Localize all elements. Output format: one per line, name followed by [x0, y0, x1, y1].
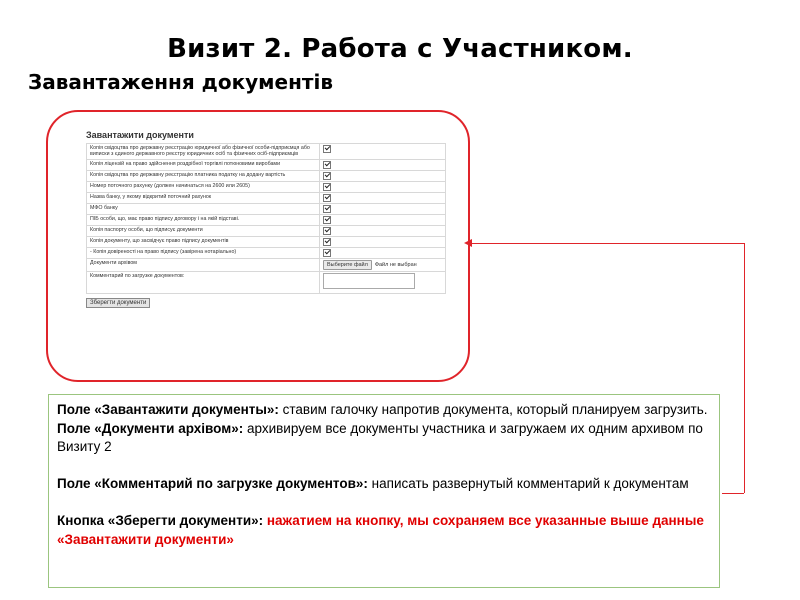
- document-row: [87, 247, 446, 258]
- document-label: Копія документу, що засвідчує право підпису документів: [87, 236, 320, 247]
- document-row: [87, 236, 446, 247]
- instruction-archive-label: Поле «Документи архівом»:: [57, 420, 244, 436]
- instruction-save-text: нажатием на кнопку, мы сохраняем все указанные выше данные «Завантажити документи»: [57, 513, 704, 547]
- archive-label: Документи архівом: [87, 258, 320, 271]
- instruction-archive: [57, 420, 711, 457]
- document-row: [87, 214, 446, 225]
- instruction-upload-text: ставим галочку напротив документа, который планируем загрузить.: [278, 402, 708, 417]
- document-checkbox[interactable]: [323, 249, 331, 257]
- document-checkbox[interactable]: [323, 172, 331, 180]
- comment-row: [87, 272, 446, 293]
- document-checkbox-cell: [320, 214, 446, 225]
- panel-heading: Завантажити документи: [86, 130, 194, 140]
- instructions-box: [48, 394, 720, 588]
- document-label: МФО банку: [87, 203, 320, 214]
- document-label: Копія свідоцтва про державну реєстрацію платника податку на додану вартість: [87, 170, 320, 181]
- comment-cell: [320, 272, 446, 293]
- document-checkbox[interactable]: [323, 205, 331, 213]
- document-row: [87, 181, 446, 192]
- document-checkbox-cell: [320, 225, 446, 236]
- document-label: Номер поточного рахунку (должен начинаться на 2600 или 2605): [87, 181, 320, 192]
- instruction-archive-text: архивируем все документы участника и загружаем их одним архивом по Визиту 2: [57, 420, 703, 454]
- archive-file-cell: [320, 258, 446, 271]
- documents-table: [86, 143, 446, 294]
- document-label: Копія свідоцтва про державну реєстрацію юридичної або фізичної особи-підприємця або виписки з єдиного державного реєстру юридичних осіб та фізичних осіб-підприємців: [87, 144, 320, 160]
- document-label: Назва банку, у якому відкритий поточний рахунок: [87, 192, 320, 203]
- document-row: [87, 159, 446, 170]
- comment-textarea[interactable]: [323, 273, 415, 289]
- instruction-save: [57, 512, 711, 549]
- slide-subtitle: Завантаження документів: [28, 70, 334, 94]
- document-checkbox-cell: [320, 181, 446, 192]
- document-row: [87, 170, 446, 181]
- document-checkbox-cell: [320, 170, 446, 181]
- document-label: Копія паспорту особи, що підписує документи: [87, 225, 320, 236]
- choose-file-button[interactable]: Выберите файл: [323, 260, 372, 270]
- arrow-head-icon: [464, 239, 472, 247]
- document-label: Копія ліцензій на право здійснення роздрібної торгівлі потюновими виробами: [87, 159, 320, 170]
- document-checkbox[interactable]: [323, 145, 331, 153]
- instruction-comment-label: Поле «Комментарий по загрузке документов»:: [57, 476, 368, 491]
- document-checkbox[interactable]: [323, 216, 331, 224]
- document-row: [87, 192, 446, 203]
- document-checkbox-cell: [320, 236, 446, 247]
- upload-documents-panel: [86, 130, 450, 308]
- document-checkbox[interactable]: [323, 161, 331, 169]
- document-checkbox[interactable]: [323, 238, 331, 246]
- connector-line-bottom: [722, 493, 744, 494]
- file-status: Файл не выбран: [374, 261, 417, 268]
- document-label: - Копія довіреності на право підпису (завірена нотаріально): [87, 247, 320, 258]
- document-checkbox-cell: [320, 192, 446, 203]
- document-label: ПІБ особи, що, має право підпису договору і на якій підставі.: [87, 214, 320, 225]
- document-checkbox-cell: [320, 203, 446, 214]
- instruction-upload-label: Поле «Завантажити документы»:: [57, 402, 279, 417]
- document-checkbox-cell: [320, 144, 446, 160]
- document-checkbox[interactable]: [323, 227, 331, 235]
- save-documents-button[interactable]: Зберегти документи: [86, 298, 150, 308]
- connector-line-horizontal: [470, 243, 744, 244]
- document-checkbox[interactable]: [323, 183, 331, 191]
- comment-label: Комментарий по загрузке документов:: [87, 272, 320, 293]
- instruction-comment: [57, 475, 711, 494]
- instruction-upload: [57, 401, 711, 420]
- document-checkbox[interactable]: [323, 194, 331, 202]
- document-row: [87, 144, 446, 160]
- instruction-comment-text: написать развернутый комментарий к документам: [367, 476, 689, 491]
- document-row: [87, 203, 446, 214]
- document-row: [87, 225, 446, 236]
- connector-line-vertical: [744, 243, 745, 493]
- instruction-save-label: Кнопка «Зберегти документи»:: [57, 513, 264, 528]
- document-checkbox-cell: [320, 159, 446, 170]
- document-checkbox-cell: [320, 247, 446, 258]
- archive-row: [87, 258, 446, 271]
- slide-title: Визит 2. Работа с Участником.: [167, 34, 633, 64]
